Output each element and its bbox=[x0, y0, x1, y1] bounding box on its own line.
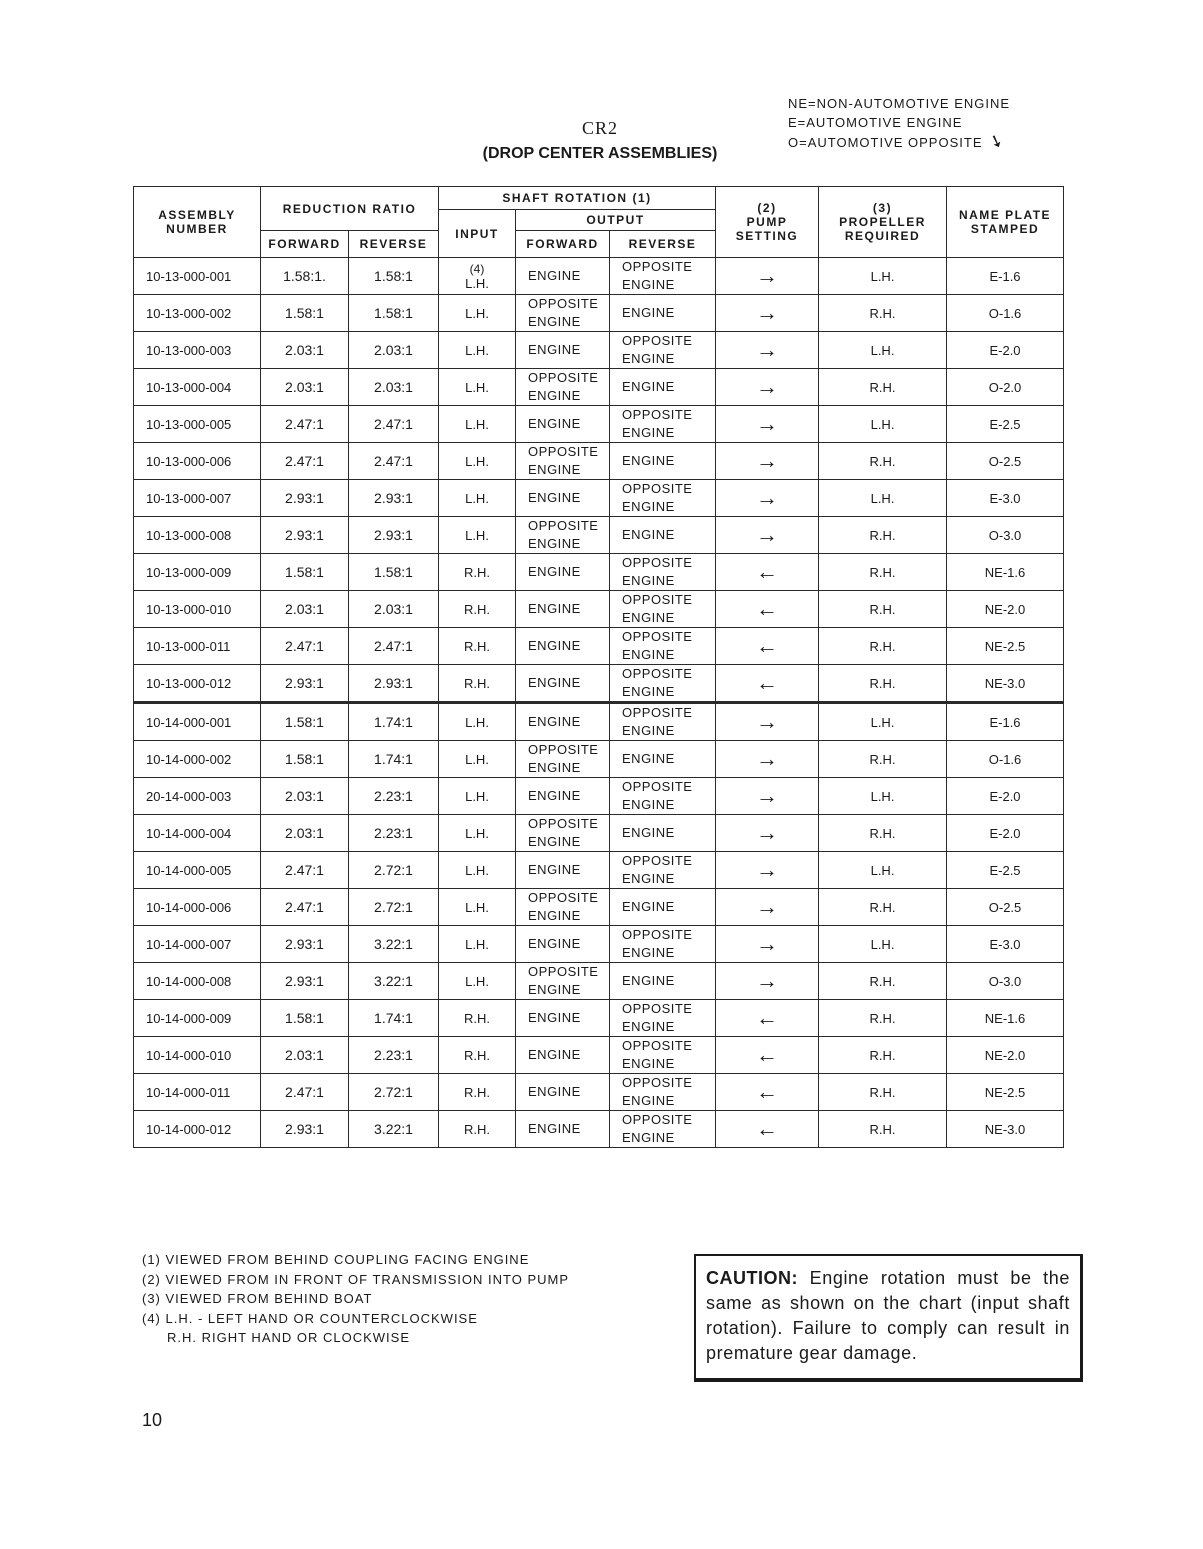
output-reverse-cell: OPPOSITE ENGINE bbox=[610, 1000, 716, 1037]
table-row bbox=[134, 963, 1064, 1000]
table-row bbox=[134, 369, 1064, 406]
legend-e: E=AUTOMOTIVE ENGINE bbox=[788, 115, 963, 130]
input-rotation-cell: R.H. bbox=[439, 591, 516, 628]
ratio-forward-cell: 2.03:1 bbox=[261, 778, 349, 815]
output-forward-cell: ENGINE bbox=[516, 628, 610, 665]
table-row bbox=[134, 926, 1064, 963]
output-forward-cell: ENGINE bbox=[516, 554, 610, 591]
ratio-reverse-cell: 2.23:1 bbox=[349, 815, 439, 852]
output-reverse-cell: ENGINE bbox=[610, 443, 716, 480]
input-rotation-cell: R.H. bbox=[439, 1037, 516, 1074]
output-reverse-cell: ENGINE bbox=[610, 295, 716, 332]
ratio-forward-cell: 2.93:1 bbox=[261, 963, 349, 1000]
input-rotation-cell: L.H. bbox=[439, 480, 516, 517]
input-rotation-cell: L.H. bbox=[439, 815, 516, 852]
assembly-number-cell: 10-13-000-010 bbox=[134, 591, 261, 628]
propeller-cell: R.H. bbox=[819, 1037, 947, 1074]
assembly-number-cell: 10-14-000-009 bbox=[134, 1000, 261, 1037]
ratio-reverse-cell: 1.74:1 bbox=[349, 741, 439, 778]
table-row bbox=[134, 258, 1064, 295]
output-forward-cell: ENGINE bbox=[516, 332, 610, 369]
table-row bbox=[134, 554, 1064, 591]
name-plate-cell: O-1.6 bbox=[947, 295, 1064, 332]
model-code: CR2 bbox=[581, 118, 618, 138]
pump-setting-arrow-icon: → bbox=[716, 815, 819, 852]
name-plate-cell: E-1.6 bbox=[947, 703, 1064, 741]
assembly-number-cell: 10-13-000-006 bbox=[134, 443, 261, 480]
table-row bbox=[134, 1074, 1064, 1111]
pump-setting-arrow-icon: ← bbox=[716, 554, 819, 591]
table-row bbox=[134, 889, 1064, 926]
pump-setting-arrow-icon: ← bbox=[716, 1000, 819, 1037]
input-rotation-cell bbox=[439, 258, 516, 295]
output-reverse-cell: OPPOSITE ENGINE bbox=[610, 554, 716, 591]
name-plate-cell: NE-2.5 bbox=[947, 628, 1064, 665]
ratio-reverse-cell: 2.47:1 bbox=[349, 443, 439, 480]
table-row bbox=[134, 1111, 1064, 1148]
assembly-number-cell: 10-14-000-004 bbox=[134, 815, 261, 852]
ratio-forward-cell: 2.47:1 bbox=[261, 443, 349, 480]
output-forward-cell: OPPOSITE ENGINE bbox=[516, 369, 610, 406]
assembly-number-cell: 10-14-000-005 bbox=[134, 852, 261, 889]
output-forward-cell: ENGINE bbox=[516, 926, 610, 963]
output-forward-cell: ENGINE bbox=[516, 703, 610, 741]
assembly-number-cell: 10-13-000-004 bbox=[134, 369, 261, 406]
ratio-forward-cell: 2.03:1 bbox=[261, 332, 349, 369]
propeller-cell: L.H. bbox=[819, 480, 947, 517]
output-reverse-cell: OPPOSITE ENGINE bbox=[610, 480, 716, 517]
legend-ne: NE=NON-AUTOMOTIVE ENGINE bbox=[788, 96, 1011, 111]
propeller-cell: R.H. bbox=[819, 815, 947, 852]
page-number: 10 bbox=[142, 1410, 163, 1430]
name-plate-cell: NE-2.0 bbox=[947, 591, 1064, 628]
propeller-cell: R.H. bbox=[819, 369, 947, 406]
propeller-cell: R.H. bbox=[819, 963, 947, 1000]
footnote-1: (1) VIEWED FROM BEHIND COUPLING FACING ENGINE bbox=[142, 1252, 530, 1267]
propeller-cell: L.H. bbox=[819, 258, 947, 295]
ratio-reverse-cell: 1.74:1 bbox=[349, 703, 439, 741]
output-reverse-cell: OPPOSITE ENGINE bbox=[610, 778, 716, 815]
output-forward-cell: OPPOSITE ENGINE bbox=[516, 963, 610, 1000]
propeller-cell: L.H. bbox=[819, 703, 947, 741]
name-plate-cell: NE-3.0 bbox=[947, 1111, 1064, 1148]
name-plate-cell: O-3.0 bbox=[947, 517, 1064, 554]
caution-text: Engine rotation must be the same as shown on the chart (input shaft rotation). Failure to comply can result in premature gear damage. bbox=[706, 1268, 1071, 1363]
pump-setting-arrow-icon: ← bbox=[716, 1037, 819, 1074]
ratio-forward-cell: 2.93:1 bbox=[261, 1111, 349, 1148]
input-rotation-cell: R.H. bbox=[439, 1000, 516, 1037]
output-forward-cell: ENGINE bbox=[516, 406, 610, 443]
footnotes bbox=[142, 1250, 569, 1348]
output-forward-cell: ENGINE bbox=[516, 1000, 610, 1037]
propeller-cell: L.H. bbox=[819, 926, 947, 963]
input-rotation-cell: R.H. bbox=[439, 1111, 516, 1148]
name-plate-cell: E-3.0 bbox=[947, 480, 1064, 517]
name-plate-cell: O-3.0 bbox=[947, 963, 1064, 1000]
assembly-number-cell: 10-13-000-008 bbox=[134, 517, 261, 554]
pump-setting-arrow-icon: → bbox=[716, 741, 819, 778]
header-output-reverse: REVERSE bbox=[610, 231, 716, 258]
ratio-forward-cell: 2.47:1 bbox=[261, 1074, 349, 1111]
table-row bbox=[134, 406, 1064, 443]
ratio-reverse-cell: 2.93:1 bbox=[349, 665, 439, 703]
propeller-cell: R.H. bbox=[819, 889, 947, 926]
ratio-reverse-cell: 3.22:1 bbox=[349, 926, 439, 963]
header-ratio-reverse: REVERSE bbox=[349, 231, 439, 258]
table-row bbox=[134, 741, 1064, 778]
ratio-forward-cell: 1.58:1 bbox=[261, 741, 349, 778]
header-name-plate-stamped: NAME PLATE STAMPED bbox=[947, 187, 1064, 258]
ratio-reverse-cell: 3.22:1 bbox=[349, 1111, 439, 1148]
pump-setting-arrow-icon: → bbox=[716, 963, 819, 1000]
name-plate-cell: O-2.5 bbox=[947, 889, 1064, 926]
pump-setting-arrow-icon: → bbox=[716, 852, 819, 889]
name-plate-cell: O-1.6 bbox=[947, 741, 1064, 778]
header-pump-setting: (2) PUMP SETTING bbox=[716, 187, 819, 258]
output-forward-cell: OPPOSITE ENGINE bbox=[516, 889, 610, 926]
header-propeller-required: (3) PROPELLER REQUIRED bbox=[819, 187, 947, 258]
output-forward-cell: OPPOSITE ENGINE bbox=[516, 443, 610, 480]
input-rotation-cell: R.H. bbox=[439, 554, 516, 591]
input-rotation-cell: L.H. bbox=[439, 703, 516, 741]
propeller-cell: R.H. bbox=[819, 665, 947, 703]
ratio-reverse-cell: 1.58:1 bbox=[349, 295, 439, 332]
input-rotation-cell: L.H. bbox=[439, 443, 516, 480]
output-reverse-cell: OPPOSITE ENGINE bbox=[610, 703, 716, 741]
input-rotation-cell: L.H. bbox=[439, 332, 516, 369]
ratio-reverse-cell: 2.47:1 bbox=[349, 628, 439, 665]
output-reverse-cell: OPPOSITE ENGINE bbox=[610, 852, 716, 889]
input-rotation-cell: R.H. bbox=[439, 665, 516, 703]
ratio-reverse-cell: 2.93:1 bbox=[349, 517, 439, 554]
ratio-reverse-cell: 2.72:1 bbox=[349, 1074, 439, 1111]
output-reverse-cell: OPPOSITE ENGINE bbox=[610, 628, 716, 665]
ratio-forward-cell: 2.93:1 bbox=[261, 926, 349, 963]
table-row bbox=[134, 628, 1064, 665]
assembly-number-cell: 10-13-000-009 bbox=[134, 554, 261, 591]
propeller-cell: L.H. bbox=[819, 852, 947, 889]
output-forward-cell: ENGINE bbox=[516, 665, 610, 703]
ratio-reverse-cell: 2.93:1 bbox=[349, 480, 439, 517]
legend-o: O=AUTOMOTIVE OPPOSITE ➘ bbox=[788, 129, 1007, 154]
assembly-number-cell: 10-13-000-005 bbox=[134, 406, 261, 443]
input-rotation-cell: L.H. bbox=[439, 295, 516, 332]
pump-setting-arrow-icon: → bbox=[716, 369, 819, 406]
header-input: INPUT bbox=[439, 210, 516, 258]
ratio-forward-cell: 1.58:1 bbox=[261, 295, 349, 332]
pump-setting-arrow-icon: → bbox=[716, 926, 819, 963]
output-forward-cell: ENGINE bbox=[516, 1074, 610, 1111]
assembly-number-cell: 10-13-000-011 bbox=[134, 628, 261, 665]
pump-setting-arrow-icon: ← bbox=[716, 591, 819, 628]
page-title bbox=[430, 118, 770, 163]
table-row bbox=[134, 295, 1064, 332]
propeller-cell: R.H. bbox=[819, 591, 947, 628]
ratio-forward-cell: 2.47:1 bbox=[261, 628, 349, 665]
assembly-number-cell: 20-14-000-003 bbox=[134, 778, 261, 815]
ratio-forward-cell: 2.47:1 bbox=[261, 889, 349, 926]
output-reverse-cell: ENGINE bbox=[610, 517, 716, 554]
propeller-cell: R.H. bbox=[819, 1000, 947, 1037]
pump-setting-arrow-icon: ← bbox=[716, 665, 819, 703]
output-forward-cell: OPPOSITE ENGINE bbox=[516, 517, 610, 554]
table-row bbox=[134, 332, 1064, 369]
table-row bbox=[134, 517, 1064, 554]
pump-setting-arrow-icon: → bbox=[716, 258, 819, 295]
name-plate-cell: NE-1.6 bbox=[947, 1000, 1064, 1037]
name-plate-cell: E-2.0 bbox=[947, 332, 1064, 369]
assembly-number-cell: 10-14-000-002 bbox=[134, 741, 261, 778]
table-row bbox=[134, 1000, 1064, 1037]
table-row bbox=[134, 1037, 1064, 1074]
propeller-cell: R.H. bbox=[819, 741, 947, 778]
ratio-forward-cell: 1.58:1 bbox=[261, 554, 349, 591]
table-row bbox=[134, 778, 1064, 815]
assembly-number-cell: 10-14-000-001 bbox=[134, 703, 261, 741]
output-reverse-cell: OPPOSITE ENGINE bbox=[610, 591, 716, 628]
ratio-reverse-cell: 2.03:1 bbox=[349, 591, 439, 628]
output-forward-cell: ENGINE bbox=[516, 852, 610, 889]
name-plate-cell: NE-1.6 bbox=[947, 554, 1064, 591]
abbreviation-legend bbox=[788, 94, 1010, 152]
table-row bbox=[134, 665, 1064, 703]
assembly-number-cell: 10-14-000-008 bbox=[134, 963, 261, 1000]
output-forward-cell: ENGINE bbox=[516, 258, 610, 295]
output-reverse-cell: ENGINE bbox=[610, 963, 716, 1000]
input-rotation-cell: L.H. bbox=[439, 889, 516, 926]
output-reverse-cell: ENGINE bbox=[610, 815, 716, 852]
name-plate-cell: E-1.6 bbox=[947, 258, 1064, 295]
output-reverse-cell: ENGINE bbox=[610, 369, 716, 406]
name-plate-cell: NE-2.0 bbox=[947, 1037, 1064, 1074]
output-reverse-cell: OPPOSITE ENGINE bbox=[610, 1111, 716, 1148]
output-reverse-cell: OPPOSITE ENGINE bbox=[610, 406, 716, 443]
input-rotation-cell: R.H. bbox=[439, 628, 516, 665]
name-plate-cell: NE-2.5 bbox=[947, 1074, 1064, 1111]
ratio-reverse-cell: 2.47:1 bbox=[349, 406, 439, 443]
output-reverse-cell: OPPOSITE ENGINE bbox=[610, 332, 716, 369]
header-assembly-number: ASSEMBLY NUMBER bbox=[134, 187, 261, 258]
input-value: L.H. bbox=[465, 275, 489, 291]
input-rotation-cell: L.H. bbox=[439, 926, 516, 963]
footnote-2: (2) VIEWED FROM IN FRONT OF TRANSMISSION INTO PUMP bbox=[142, 1271, 570, 1287]
ratio-reverse-cell: 2.03:1 bbox=[349, 332, 439, 369]
output-reverse-cell: OPPOSITE ENGINE bbox=[610, 1037, 716, 1074]
pump-setting-arrow-icon: → bbox=[716, 480, 819, 517]
name-plate-cell: E-2.0 bbox=[947, 815, 1064, 852]
pump-setting-arrow-icon: → bbox=[716, 889, 819, 926]
header-output-forward: FORWARD bbox=[516, 231, 610, 258]
name-plate-cell: NE-3.0 bbox=[947, 665, 1064, 703]
output-forward-cell: ENGINE bbox=[516, 1111, 610, 1148]
ratio-reverse-cell: 1.74:1 bbox=[349, 1000, 439, 1037]
assembly-number-cell: 10-14-000-010 bbox=[134, 1037, 261, 1074]
assembly-number-cell: 10-13-000-002 bbox=[134, 295, 261, 332]
name-plate-cell: E-2.5 bbox=[947, 852, 1064, 889]
ratio-forward-cell: 2.47:1 bbox=[261, 852, 349, 889]
propeller-cell: R.H. bbox=[819, 628, 947, 665]
pump-setting-arrow-icon: → bbox=[716, 295, 819, 332]
output-forward-cell: ENGINE bbox=[516, 1037, 610, 1074]
assembly-number-cell: 10-13-000-012 bbox=[134, 665, 261, 703]
assembly-rows bbox=[134, 258, 1064, 1148]
ratio-forward-cell: 2.03:1 bbox=[261, 815, 349, 852]
name-plate-cell: E-2.0 bbox=[947, 778, 1064, 815]
output-reverse-cell: OPPOSITE ENGINE bbox=[610, 258, 716, 295]
input-rotation-cell: L.H. bbox=[439, 517, 516, 554]
ratio-reverse-cell: 2.23:1 bbox=[349, 1037, 439, 1074]
output-reverse-cell: OPPOSITE ENGINE bbox=[610, 1074, 716, 1111]
ratio-forward-cell: 2.47:1 bbox=[261, 406, 349, 443]
header-reduction-ratio: REDUCTION RATIO bbox=[261, 187, 439, 231]
output-forward-cell: OPPOSITE ENGINE bbox=[516, 741, 610, 778]
curved-arrow-icon: ➘ bbox=[985, 129, 1007, 154]
input-rotation-cell: L.H. bbox=[439, 963, 516, 1000]
propeller-cell: L.H. bbox=[819, 406, 947, 443]
ratio-forward-cell: 2.03:1 bbox=[261, 1037, 349, 1074]
name-plate-cell: O-2.0 bbox=[947, 369, 1064, 406]
output-reverse-cell: OPPOSITE ENGINE bbox=[610, 665, 716, 703]
table-row bbox=[134, 480, 1064, 517]
assembly-table bbox=[133, 186, 1064, 1148]
assembly-number-cell: 10-13-000-001 bbox=[134, 258, 261, 295]
assembly-number-cell: 10-14-000-006 bbox=[134, 889, 261, 926]
pump-setting-arrow-icon: → bbox=[716, 332, 819, 369]
propeller-cell: R.H. bbox=[819, 295, 947, 332]
propeller-cell: R.H. bbox=[819, 1074, 947, 1111]
header-ratio-forward: FORWARD bbox=[261, 231, 349, 258]
pump-setting-arrow-icon: → bbox=[716, 778, 819, 815]
propeller-cell: R.H. bbox=[819, 443, 947, 480]
table-row bbox=[134, 852, 1064, 889]
input-rotation-cell: L.H. bbox=[439, 741, 516, 778]
ratio-reverse-cell: 2.72:1 bbox=[349, 852, 439, 889]
assembly-number-cell: 10-14-000-012 bbox=[134, 1111, 261, 1148]
ratio-forward-cell: 1.58:1 bbox=[261, 703, 349, 741]
propeller-cell: R.H. bbox=[819, 517, 947, 554]
output-reverse-cell: ENGINE bbox=[610, 889, 716, 926]
output-reverse-cell: OPPOSITE ENGINE bbox=[610, 926, 716, 963]
assembly-number-cell: 10-14-000-011 bbox=[134, 1074, 261, 1111]
assembly-number-cell: 10-13-000-003 bbox=[134, 332, 261, 369]
ratio-forward-cell: 2.93:1 bbox=[261, 517, 349, 554]
footnote-3: (3) VIEWED FROM BEHIND BOAT bbox=[142, 1291, 373, 1306]
table-row bbox=[134, 443, 1064, 480]
header-shaft-rotation: SHAFT ROTATION (1) bbox=[439, 187, 716, 210]
pump-setting-arrow-icon: ← bbox=[716, 1074, 819, 1111]
name-plate-cell: E-2.5 bbox=[947, 406, 1064, 443]
header-output: OUTPUT bbox=[516, 210, 716, 231]
pump-setting-arrow-icon: → bbox=[716, 443, 819, 480]
footnote-4-rh: R.H. RIGHT HAND OR CLOCKWISE bbox=[167, 1330, 411, 1345]
propeller-cell: L.H. bbox=[819, 778, 947, 815]
input-rotation-cell: R.H. bbox=[439, 1074, 516, 1111]
ratio-forward-cell: 1.58:1. bbox=[261, 258, 349, 295]
output-forward-cell: ENGINE bbox=[516, 591, 610, 628]
pump-setting-arrow-icon: → bbox=[716, 406, 819, 443]
pump-setting-arrow-icon: ← bbox=[716, 1111, 819, 1148]
caution-box bbox=[694, 1254, 1083, 1382]
pump-setting-arrow-icon: → bbox=[716, 703, 819, 741]
ratio-forward-cell: 2.03:1 bbox=[261, 369, 349, 406]
ratio-reverse-cell: 3.22:1 bbox=[349, 963, 439, 1000]
table-row bbox=[134, 815, 1064, 852]
name-plate-cell: E-3.0 bbox=[947, 926, 1064, 963]
propeller-cell: R.H. bbox=[819, 554, 947, 591]
input-note: (4) bbox=[469, 261, 485, 276]
input-rotation-cell: L.H. bbox=[439, 406, 516, 443]
assembly-number-cell: 10-13-000-007 bbox=[134, 480, 261, 517]
ratio-forward-cell: 2.93:1 bbox=[261, 665, 349, 703]
ratio-reverse-cell: 2.72:1 bbox=[349, 889, 439, 926]
ratio-forward-cell: 2.03:1 bbox=[261, 591, 349, 628]
propeller-cell: R.H. bbox=[819, 1111, 947, 1148]
pump-setting-arrow-icon: ← bbox=[716, 628, 819, 665]
input-rotation-cell: L.H. bbox=[439, 852, 516, 889]
ratio-reverse-cell: 1.58:1 bbox=[349, 554, 439, 591]
ratio-forward-cell: 2.93:1 bbox=[261, 480, 349, 517]
output-forward-cell: ENGINE bbox=[516, 480, 610, 517]
input-rotation-cell: L.H. bbox=[439, 369, 516, 406]
page-subtitle: (DROP CENTER ASSEMBLIES) bbox=[482, 145, 718, 162]
ratio-reverse-cell: 2.03:1 bbox=[349, 369, 439, 406]
table-row bbox=[134, 591, 1064, 628]
caution-label: CAUTION: bbox=[706, 1268, 798, 1288]
output-forward-cell: ENGINE bbox=[516, 778, 610, 815]
output-forward-cell: OPPOSITE ENGINE bbox=[516, 295, 610, 332]
output-forward-cell: OPPOSITE ENGINE bbox=[516, 815, 610, 852]
ratio-reverse-cell: 1.58:1 bbox=[349, 258, 439, 295]
input-rotation-cell: L.H. bbox=[439, 778, 516, 815]
output-reverse-cell: ENGINE bbox=[610, 741, 716, 778]
assembly-number-cell: 10-14-000-007 bbox=[134, 926, 261, 963]
name-plate-cell: O-2.5 bbox=[947, 443, 1064, 480]
pump-setting-arrow-icon: → bbox=[716, 517, 819, 554]
ratio-reverse-cell: 2.23:1 bbox=[349, 778, 439, 815]
propeller-cell: L.H. bbox=[819, 332, 947, 369]
table-row bbox=[134, 703, 1064, 741]
footnote-4: (4) L.H. - LEFT HAND OR COUNTERCLOCKWISE bbox=[142, 1310, 478, 1326]
ratio-forward-cell: 1.58:1 bbox=[261, 1000, 349, 1037]
